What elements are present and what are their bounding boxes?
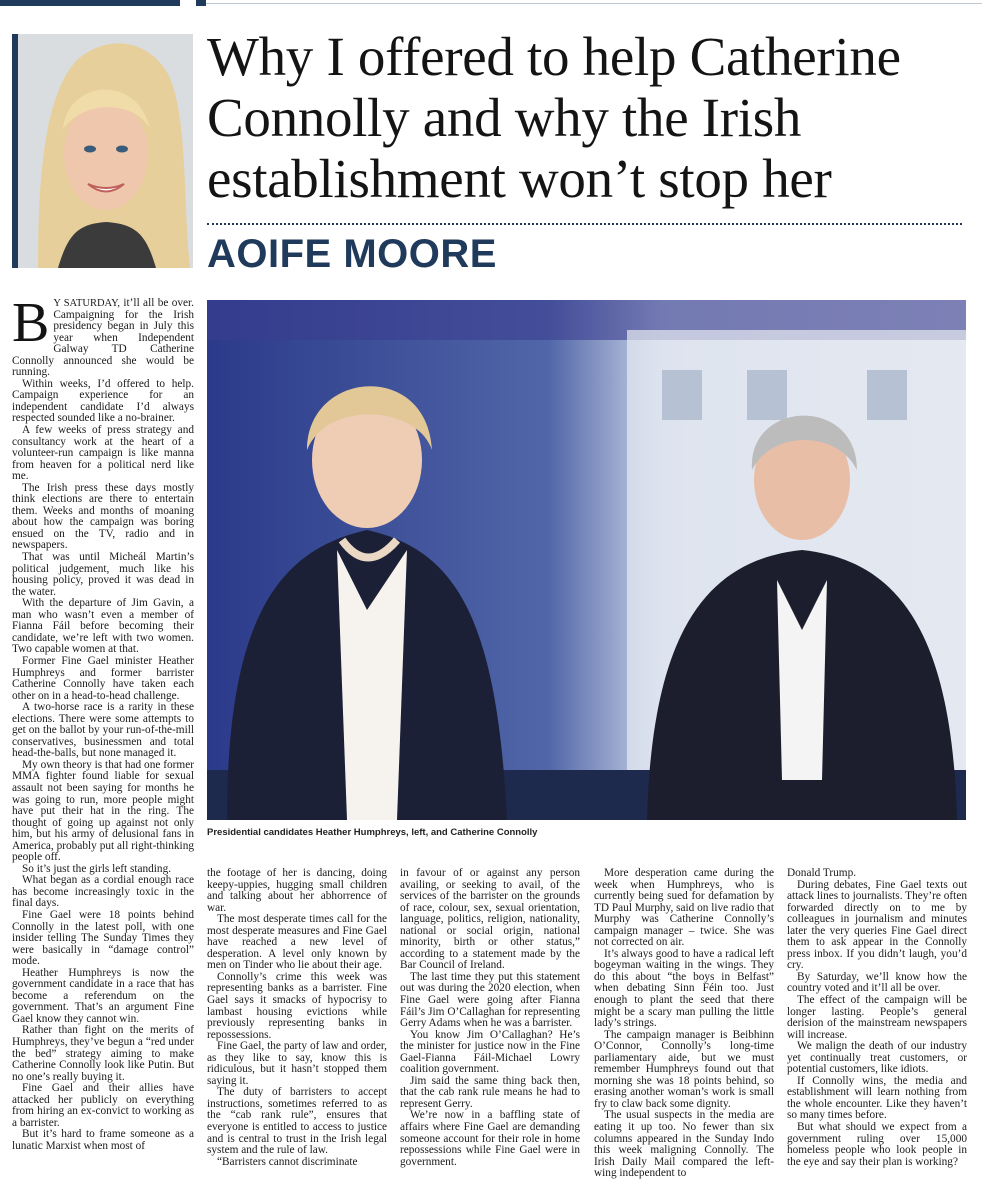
headline: Why I offered to help Catherine Connolly and why the Irish establishment won’t stop her xyxy=(207,26,901,209)
dotted-divider xyxy=(207,223,962,225)
paragraph: Jim said the same thing back then, that the cab rank rule means he had to represent Gerry. xyxy=(400,1074,580,1110)
paragraph: We malign the death of our industry yet continually treat customers, or potential customers, like idiots. xyxy=(787,1040,967,1076)
author-portrait xyxy=(18,34,193,268)
top-rule xyxy=(0,0,982,6)
paragraph: By Saturday, we’ll know how the country voted and it’ll all be over. xyxy=(787,970,967,995)
paragraph: in favour of or against any person availing, or seeking to avail, of the services of the barrister on the grounds of race, colour, sex, sexual orientation, language, politics, religion, nationality, national or social origin, national minority, birth or other status,” according to a statement made by the Bar Council of Ireland. xyxy=(400,867,580,972)
candidates-photo xyxy=(207,300,966,820)
paragraph: The usual suspects in the media are eating it up too. No fewer than six columns appeared in the Sunday Indo this week maligning Connolly. The Irish Daily Mail compared the left-wing independent to xyxy=(594,1109,774,1180)
paragraph: But what should we expect from a government ruling over 15,000 homeless people who look people in the eye and say their plan is working? xyxy=(787,1121,967,1168)
paragraph: Fine Gael, the party of law and order, as they like to say, know this is ridiculous, but it hasn’t stopped them saying it. xyxy=(207,1040,387,1087)
paragraph: Fine Gael and their allies have attacked her publicly on everything from hiring an ex-convict to working as a barrister. xyxy=(12,1082,194,1129)
article-column-2 xyxy=(207,868,387,1168)
paragraph: “Barristers cannot discriminate xyxy=(217,1155,358,1168)
paragraph: The effect of the campaign will be longer lasting. People’s general derision of the mainstream newspapers will increase. xyxy=(787,994,967,1041)
paragraph: If Connolly wins, the media and establishment will learn nothing from the whole encounter. Like they haven’t so many times before. xyxy=(787,1074,967,1122)
paragraph: A few weeks of press strategy and consultancy work at the heart of a volunteer-run campaign is like manna from heaven for a political nerd like me. xyxy=(12,424,194,483)
article-column-5 xyxy=(787,868,967,1168)
paragraph: Within weeks, I’d offered to help. Campaign experience for an independent candidate I’d always respected sounded like a no-brainer. xyxy=(12,377,194,425)
paragraph: Connolly’s crime this week was representing banks as a barrister. Fine Gael says it smacks of hypocrisy to lambast housing evictions while previously representing banks in repossessions. xyxy=(207,970,387,1041)
paragraph: The duty of barristers to accept instructions, sometimes referred to as the “cab rank rule”, ensures that everyone is entitled to access to justice and is central to trust in the Irish legal system and the rule of law. xyxy=(207,1086,387,1157)
paragraph: Former Fine Gael minister Heather Humphreys and former barrister Catherine Connolly have taken each other on in a head-to-head challenge. xyxy=(12,654,194,702)
paragraph: My own theory is that had one former MMA fighter found liable for sexual assault not been saying for months he was going to run, more people might have put their hat in the ring. The thought of going up against not only him, but his army of delusional fans in America, probably put all right-thinking people off. xyxy=(12,758,194,864)
paragraph: It’s always good to have a radical left bogeyman waiting in the wings. They do this about “the boys in Belfast” when debating Sinn Féin too. Just enough to plant the seed that there might be a scary man pulling the little lady’s strings. xyxy=(594,947,774,1030)
paragraph: A two-horse race is a rarity in these elections. There were some attempts to get on the ballot by your run-of-the-mill conservatives, businessmen and total head-the-balls, but none managed it. xyxy=(12,701,194,760)
article-column-4 xyxy=(594,868,774,1180)
article-column-3 xyxy=(400,868,580,1168)
paragraph: Heather Humphreys is now the government candidate in a race that has become a referendum on the government. That’s an argument Fine Gael know they cannot win. xyxy=(12,966,194,1025)
photo-caption: Presidential candidates Heather Humphreys, left, and Catherine Connolly xyxy=(207,827,538,838)
paragraph: What began as a cordial enough race has become increasingly toxic in the final days. xyxy=(12,874,194,910)
paragraph: The most desperate times call for the most desperate measures and Fine Gael have reached a new level of desperation. A level only known by men on Tinder who lie about their age. xyxy=(207,913,387,972)
drop-cap: B xyxy=(12,292,50,354)
paragraph: Donald Trump. xyxy=(787,867,857,879)
paragraph: The Irish press these days mostly think elections are there to entertain them. Weeks and months of moaning about how the campaign was boring ensued on the TV, radio and in newspapers. xyxy=(12,481,194,552)
paragraph: You know Jim O’Callaghan? He’s the minister for justice now in the Fine Gael-Fianna Fáil-Michael Lowry coalition government. xyxy=(400,1028,580,1076)
byline: AOIFE MOORE xyxy=(207,232,497,276)
article-column-1 xyxy=(12,292,194,1152)
paragraph: B Y SATURDAY, it’ll all be over. Campaigning for the Irish presidency began in July this year when Independent Galway TD Catherine Connolly announced she would be running. xyxy=(12,292,194,379)
paragraph: During debates, Fine Gael texts out attack lines to journalists. They’re often forwarded directly on to me by colleagues in journalism and minutes later the very queries Fine Gael direct them to ask appear in the Connolly press inbox. If you didn’t laugh, you’d cry. xyxy=(787,878,967,972)
paragraph: More desperation came during the week when Humphreys, who is currently being sued for defamation by TD Paul Murphy, said on live radio that Murphy was Catherine Connolly’s campaign manager – twice. She was not corrected on air. xyxy=(594,867,774,949)
paragraph: The campaign manager is Beibhinn O’Connor, Connolly’s long-time parliamentary aide, but we must remember Humphreys found out that morning she was 18 points behind, so erasing another woman’s work is small fry to claw back some dignity. xyxy=(594,1028,774,1110)
paragraph: We’re now in a baffling state of affairs where Fine Gael are demanding someone account for their role in home repossessions while Fine Gael were in government. xyxy=(400,1109,580,1168)
paragraph: That was until Micheál Martin’s political judgement, much like his housing policy, proved it was dead in the water. xyxy=(12,551,194,598)
paragraph: With the departure of Jim Gavin, a man who wasn’t even a member of Fianna Fáil before becoming their candidate, we’re left with two women. Two capable women at that. xyxy=(12,597,194,656)
paragraph: But it’s hard to frame someone as a lunatic Marxist when most of xyxy=(12,1128,194,1152)
paragraph: So it’s just the girls left standing. xyxy=(22,862,172,875)
paragraph: Fine Gael were 18 points behind Connolly in the latest poll, with one insider telling The Sunday Times they were basically in “damage control” mode. xyxy=(12,908,194,968)
paragraph: the footage of her is dancing, doing keepy-uppies, hugging small children and talking about her abhorrence of war. xyxy=(207,867,387,914)
paragraph: Rather than fight on the merits of Humphreys, they’ve begun a “red under the bed” strategy aiming to make Catherine Connolly look like Putin. But no one’s really buying it. xyxy=(12,1024,194,1083)
paragraph: The last time they put this statement out was during the 2020 election, when Fine Gael were going after Fianna Fáil’s Jim O’Callaghan for representing Gerry Adams when he was a barrister. xyxy=(400,970,580,1030)
